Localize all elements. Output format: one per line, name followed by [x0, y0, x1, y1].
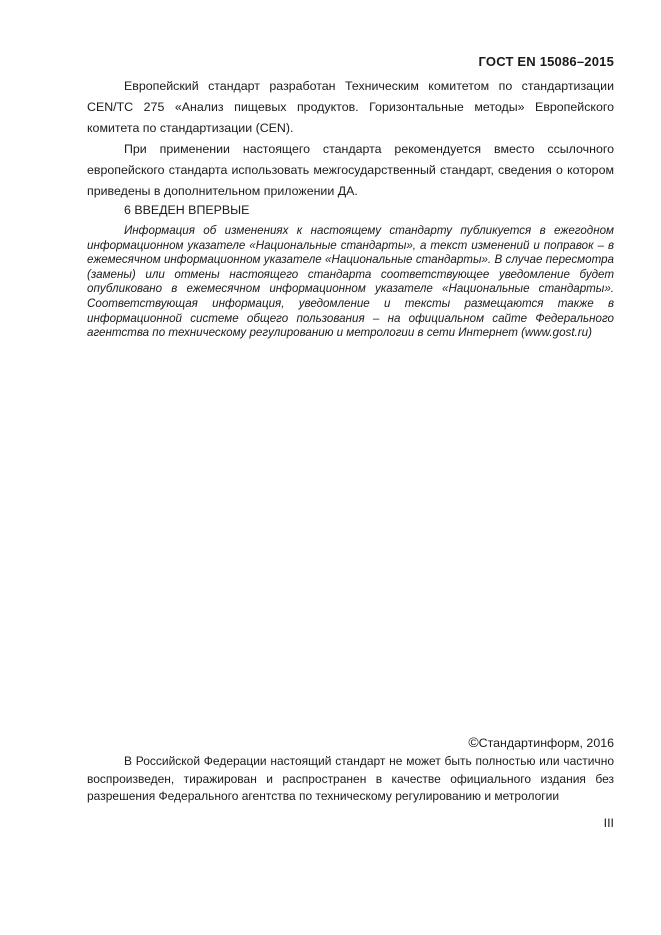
development-paragraph: Европейский стандарт разработан Техническим комитетом по стандартизации CEN/TC 275 «Анализ пищевых продуктов. Горизонтальные методы» Европейского комитета по стандартизации (CEN).	[87, 79, 614, 135]
application-paragraph: При применении настоящего стандарта рекомендуется вместо ссылочного европейского стандарта использовать межгосударственный стандарт, сведения о котором приведены в дополнительном приложении ДА.	[87, 142, 614, 198]
rights-notice: В Российской Федерации настоящий стандарт не может быть полностью или частично воспроизведен, тиражирован и распространен в качестве официального издания без разрешения Федерального агентства по техническому регулированию и метрологии	[87, 754, 614, 803]
introduced-paragraph: 6 ВВЕДЕН ВПЕРВЫЕ	[124, 203, 250, 217]
copyright-icon: ©	[468, 734, 479, 750]
page-number: III	[603, 816, 614, 830]
changes-info-note: Информация об изменениях к настоящему стандарту публикуется в ежегодном информационном указателе «Национальные стандарты», а текст изменений и поправок – в ежемесячном информационном указателе «Национальные стандарты». В случае пересмотра (замены) или отмены настоящего стандарта соответствующее уведомление будет опубликовано в ежемесячном информационном указателе «Национальные стандарты». Соответствующая информация, уведомление и тексты размещаются также в информационной системе общего пользования – на официальном сайте Федерального агентства по техническому регулированию и метрологии в сети Интернет (www.gost.ru)	[87, 224, 614, 340]
copyright-text: Стандартинформ, 2016	[478, 736, 614, 750]
standard-code-header: ГОСТ EN 15086–2015	[478, 54, 614, 69]
copyright-line	[468, 734, 614, 750]
